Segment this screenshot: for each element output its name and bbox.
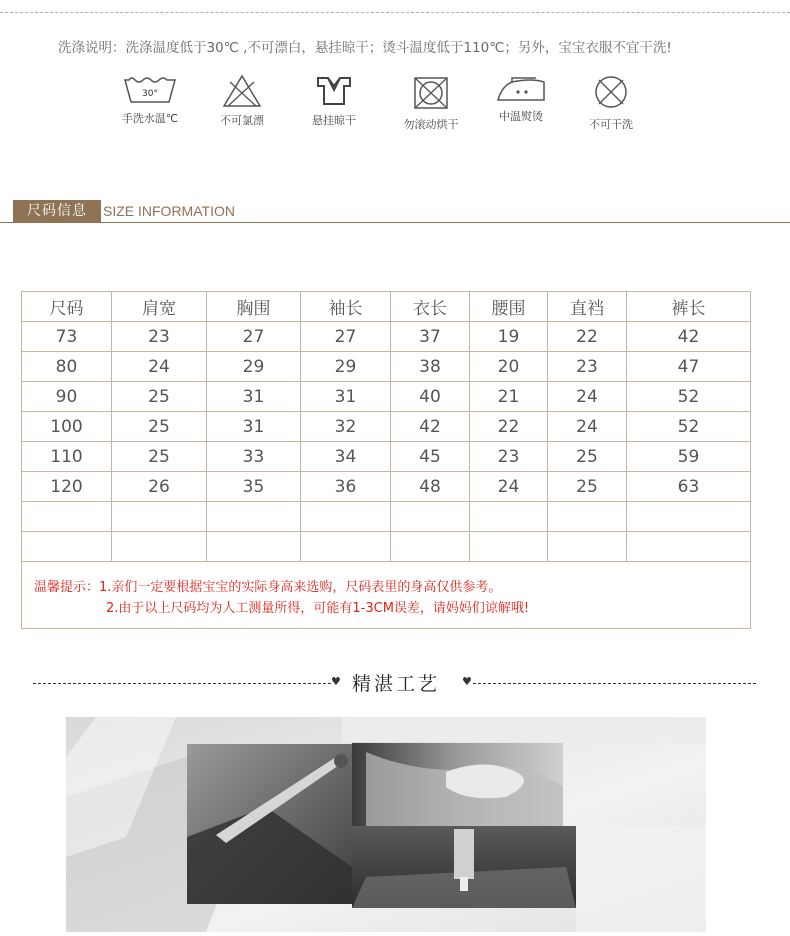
table-cell: 31 (301, 382, 391, 412)
table-cell (470, 532, 548, 562)
care-label: 手洗水温℃ (121, 112, 179, 125)
dashed-divider-right (473, 683, 756, 684)
header-cell: 胸围 (207, 292, 301, 322)
table-cell: 63 (627, 472, 751, 502)
table-cell: 29 (207, 352, 301, 382)
table-cell: 22 (470, 412, 548, 442)
table-cell: 25 (112, 442, 207, 472)
table-cell (207, 502, 301, 532)
table-cell: 27 (207, 322, 301, 352)
table-row (22, 472, 751, 502)
header-cell: 裤长 (627, 292, 751, 322)
table-cell: 26 (112, 472, 207, 502)
table-cell: 42 (391, 412, 470, 442)
table-cell: 100 (22, 412, 112, 442)
craft-title: 精湛工艺 (352, 673, 441, 695)
care-item-no-tumble-dry (389, 74, 473, 132)
tip-line-2: 2.由于以上尺码均为人工测量所得，可能有1-3CM误差，请妈妈们谅解哦! (106, 601, 530, 616)
care-label: 不可氯漂 (220, 114, 264, 127)
size-info-title-en: SIZE INFORMATION (103, 203, 235, 219)
table-cell: 19 (470, 322, 548, 352)
heart-icon: ♥ (462, 675, 472, 688)
table-cell: 37 (391, 322, 470, 352)
table-cell (627, 532, 751, 562)
care-label: 悬挂晾干 (312, 114, 356, 127)
table-row (22, 322, 751, 352)
tip-line-1: 温馨提示：1.亲们一定要根据宝宝的实际身高来选购，尺码表里的身高仅供参考。 (34, 580, 502, 595)
table-cell: 23 (470, 442, 548, 472)
table-cell: 48 (391, 472, 470, 502)
table-row (22, 382, 751, 412)
top-divider (0, 12, 790, 13)
hang-dry-icon (314, 74, 354, 108)
hand-wash-icon (122, 74, 178, 106)
care-item-iron-medium (479, 74, 563, 124)
no-bleach-icon (222, 74, 262, 108)
table-cell: 110 (22, 442, 112, 472)
table-cell: 24 (548, 412, 627, 442)
table-cell: 73 (22, 322, 112, 352)
table-row-empty (22, 502, 751, 532)
table-cell: 36 (301, 472, 391, 502)
header-cell: 直裆 (548, 292, 627, 322)
table-cell (548, 532, 627, 562)
care-label: 中温熨烫 (499, 110, 543, 123)
table-cell: 40 (391, 382, 470, 412)
craft-collage-image (66, 717, 706, 932)
table-cell: 27 (301, 322, 391, 352)
table-cell (112, 502, 207, 532)
size-info-title-cn: 尺码信息 (13, 200, 101, 222)
table-cell: 23 (548, 352, 627, 382)
table-cell (301, 532, 391, 562)
care-item-no-bleach (200, 74, 284, 128)
table-cell: 25 (112, 382, 207, 412)
care-label: 勿滚动烘干 (403, 118, 459, 131)
table-row (22, 412, 751, 442)
table-cell (470, 502, 548, 532)
table-row (22, 352, 751, 382)
table-cell: 120 (22, 472, 112, 502)
header-cell: 腰围 (470, 292, 548, 322)
table-cell: 33 (207, 442, 301, 472)
table-cell (207, 532, 301, 562)
heart-icon: ♥ (331, 675, 341, 688)
craft-section-header (0, 667, 790, 697)
craft-photo-collage (66, 717, 706, 932)
size-table (21, 291, 751, 629)
care-item-no-dry-clean (569, 74, 653, 132)
table-cell: 25 (112, 412, 207, 442)
table-cell: 31 (207, 382, 301, 412)
table-cell: 29 (301, 352, 391, 382)
table-cell: 23 (112, 322, 207, 352)
no-dry-clean-icon (591, 74, 631, 112)
table-cell: 24 (548, 382, 627, 412)
table-header-row (22, 292, 751, 322)
tips-cell (22, 562, 751, 629)
dashed-divider-left (33, 683, 331, 684)
tips-block (22, 562, 750, 619)
table-cell (627, 502, 751, 532)
table-cell (301, 502, 391, 532)
header-cell: 衣长 (391, 292, 470, 322)
table-cell: 52 (627, 412, 751, 442)
care-item-hand-wash (108, 74, 192, 126)
care-label: 不可干洗 (589, 118, 633, 131)
table-row (22, 442, 751, 472)
table-cell (112, 532, 207, 562)
tips-row (22, 562, 751, 629)
table-cell: 24 (112, 352, 207, 382)
wash-instructions: 洗涤说明：洗涤温度低于30℃ ,不可漂白，悬挂晾干；烫斗温度低于110℃；另外，宝宝衣服不宜干洗! (58, 40, 672, 56)
table-cell: 45 (391, 442, 470, 472)
table-cell (391, 502, 470, 532)
table-cell: 22 (548, 322, 627, 352)
table-cell: 80 (22, 352, 112, 382)
table-cell: 25 (548, 472, 627, 502)
size-info-divider (0, 222, 790, 223)
table-cell: 59 (627, 442, 751, 472)
table-row-empty (22, 532, 751, 562)
table-cell: 35 (207, 472, 301, 502)
table-cell (548, 502, 627, 532)
table-cell: 52 (627, 382, 751, 412)
svg-text:30°: 30° (142, 89, 158, 99)
table-cell: 20 (470, 352, 548, 382)
header-cell: 肩宽 (112, 292, 207, 322)
iron-medium-icon (492, 74, 550, 104)
table-cell: 42 (627, 322, 751, 352)
table-cell: 34 (301, 442, 391, 472)
table-cell (391, 532, 470, 562)
table-cell: 21 (470, 382, 548, 412)
header-cell: 尺码 (22, 292, 112, 322)
table-cell (22, 502, 112, 532)
table-cell: 38 (391, 352, 470, 382)
table-cell: 47 (627, 352, 751, 382)
care-item-hang-dry (292, 74, 376, 128)
table-cell: 24 (470, 472, 548, 502)
table-cell: 31 (207, 412, 301, 442)
table-cell (22, 532, 112, 562)
table-cell: 90 (22, 382, 112, 412)
header-cell: 袖长 (301, 292, 391, 322)
table-cell: 32 (301, 412, 391, 442)
no-tumble-dry-icon (411, 74, 451, 112)
table-cell: 25 (548, 442, 627, 472)
